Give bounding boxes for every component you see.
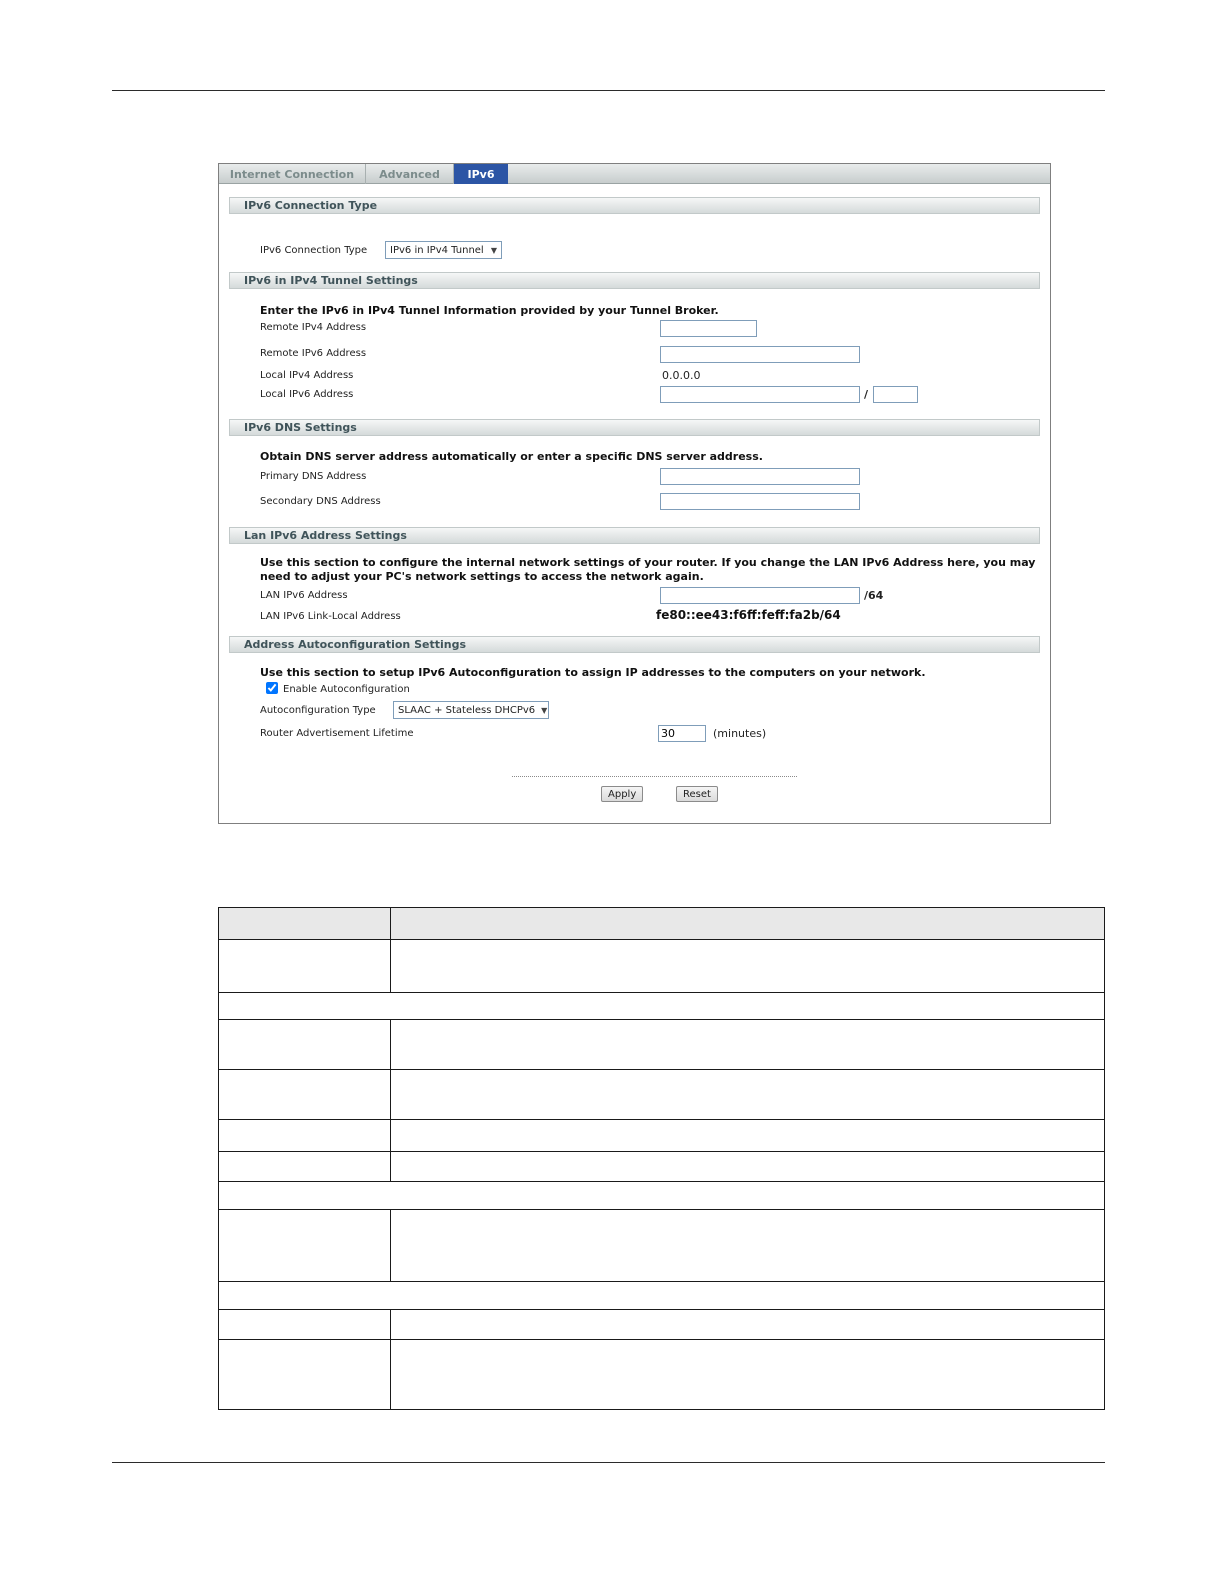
- tab-advanced[interactable]: [366, 164, 454, 184]
- chevron-down-icon: ▼: [541, 705, 548, 715]
- table-cell-label: [219, 1152, 391, 1181]
- lan-link-local-value: fe80::ee43:f6ff:feff:fa2b/64: [656, 608, 841, 622]
- table-row: [219, 1310, 1104, 1340]
- table-cell-description: [391, 1310, 1104, 1339]
- top-rule: [112, 90, 1105, 91]
- router-advertisement-lifetime-label: Router Advertisement Lifetime: [260, 728, 414, 739]
- primary-dns-input[interactable]: [660, 468, 860, 485]
- connection-type-selected-value: IPv6 in IPv4 Tunnel: [390, 244, 484, 256]
- primary-dns-label: Primary DNS Address: [260, 471, 367, 482]
- table-cell-description: [391, 940, 1104, 992]
- lan-ipv6-address-input[interactable]: [660, 587, 860, 604]
- table-section-cell: [219, 1182, 1104, 1209]
- table-section-row: [219, 1282, 1104, 1310]
- secondary-dns-input[interactable]: [660, 493, 860, 510]
- autoconfig-intro: Use this section to setup IPv6 Autoconfiguration to assign IP addresses to the computers on your network.: [260, 666, 926, 679]
- table-section-cell: [219, 993, 1104, 1019]
- table-row: [219, 1120, 1104, 1152]
- section-header-autoconfig: Address Autoconfiguration Settings: [229, 636, 1040, 653]
- local-ipv4-value: 0.0.0.0: [662, 369, 701, 382]
- section-header-connection-type: IPv6 Connection Type: [229, 197, 1040, 214]
- table-row: [219, 1152, 1104, 1182]
- enable-autoconfiguration-checkbox[interactable]: [266, 682, 278, 694]
- table-cell-description: [391, 1120, 1104, 1151]
- section-header-tunnel: IPv6 in IPv4 Tunnel Settings: [229, 272, 1040, 289]
- bottom-rule: [112, 1462, 1105, 1463]
- table-row: [219, 1070, 1104, 1120]
- table-cell-label: [219, 940, 391, 992]
- autoconfiguration-type-select[interactable]: [393, 701, 549, 719]
- autoconfiguration-type-label: Autoconfiguration Type: [260, 705, 376, 716]
- table-cell-description: [391, 1070, 1104, 1119]
- table-header-cell-description: [391, 908, 1104, 939]
- connection-type-select[interactable]: [385, 241, 502, 259]
- reset-button[interactable]: Reset: [676, 786, 718, 802]
- tab-ipv6[interactable]: [454, 164, 508, 184]
- secondary-dns-label: Secondary DNS Address: [260, 496, 381, 507]
- remote-ipv6-input[interactable]: [660, 346, 860, 363]
- connection-type-label: IPv6 Connection Type: [260, 245, 368, 256]
- table-cell-label: [219, 1070, 391, 1119]
- table-row: [219, 1340, 1104, 1409]
- tab-bar: [219, 164, 1050, 184]
- router-advertisement-lifetime-input[interactable]: [658, 725, 706, 742]
- tab-label: IPv6: [467, 167, 495, 181]
- local-ipv6-input[interactable]: [660, 386, 860, 403]
- dotted-separator: [512, 776, 797, 777]
- remote-ipv4-input[interactable]: [660, 320, 757, 337]
- autoconfiguration-type-selected-value: SLAAC + Stateless DHCPv6: [398, 704, 536, 716]
- tunnel-intro: Enter the IPv6 in IPv4 Tunnel Information provided by your Tunnel Broker.: [260, 304, 719, 317]
- table-cell-label: [219, 1340, 391, 1409]
- table-cell-description: [391, 1020, 1104, 1069]
- table-cell-label: [219, 1310, 391, 1339]
- tab-label: Internet Connection: [229, 167, 355, 181]
- lifetime-unit-label: (minutes): [713, 727, 767, 740]
- lan-ipv6-address-label: LAN IPv6 Address: [260, 590, 348, 601]
- table-cell-description: [391, 1340, 1104, 1409]
- table-cell-label: [219, 1210, 391, 1281]
- local-ipv6-prefix-slash: /: [864, 388, 869, 401]
- table-row: [219, 940, 1104, 993]
- chevron-down-icon: ▼: [490, 245, 497, 255]
- lan-intro: Use this section to configure the internal network settings of your router. If you change the LAN IPv6 Address here, you may need to adjust your PC's network settings to access the network again.: [260, 556, 1036, 583]
- table-row: [219, 1020, 1104, 1070]
- remote-ipv4-label: Remote IPv4 Address: [260, 322, 367, 333]
- apply-button[interactable]: Apply: [601, 786, 643, 802]
- table-cell-label: [219, 1020, 391, 1069]
- reference-table: [218, 907, 1105, 1410]
- dns-intro: Obtain DNS server address automatically or enter a specific DNS server address.: [260, 450, 763, 463]
- local-ipv6-prefix-input[interactable]: [873, 386, 918, 403]
- table-section-row: [219, 993, 1104, 1020]
- remote-ipv6-label: Remote IPv6 Address: [260, 348, 367, 359]
- section-header-lan: Lan IPv6 Address Settings: [229, 527, 1040, 544]
- table-header-cell-label: [219, 908, 391, 939]
- tab-internet-connection[interactable]: [219, 164, 366, 184]
- table-cell-description: [391, 1152, 1104, 1181]
- table-cell-label: [219, 1120, 391, 1151]
- tab-label: Advanced: [379, 167, 440, 181]
- table-section-row: [219, 1182, 1104, 1210]
- lan-link-local-label: LAN IPv6 Link-Local Address: [260, 611, 401, 622]
- enable-autoconfiguration-label: Enable Autoconfiguration: [283, 684, 410, 695]
- local-ipv6-label: Local IPv6 Address: [260, 389, 354, 400]
- table-cell-description: [391, 1210, 1104, 1281]
- section-header-dns: IPv6 DNS Settings: [229, 419, 1040, 436]
- local-ipv4-label: Local IPv4 Address: [260, 370, 354, 381]
- table-section-cell: [219, 1282, 1104, 1309]
- table-header-row: [219, 908, 1104, 940]
- lan-ipv6-prefix-suffix: /64: [864, 589, 884, 602]
- router-ui-screenshot: [218, 163, 1051, 824]
- table-row: [219, 1210, 1104, 1282]
